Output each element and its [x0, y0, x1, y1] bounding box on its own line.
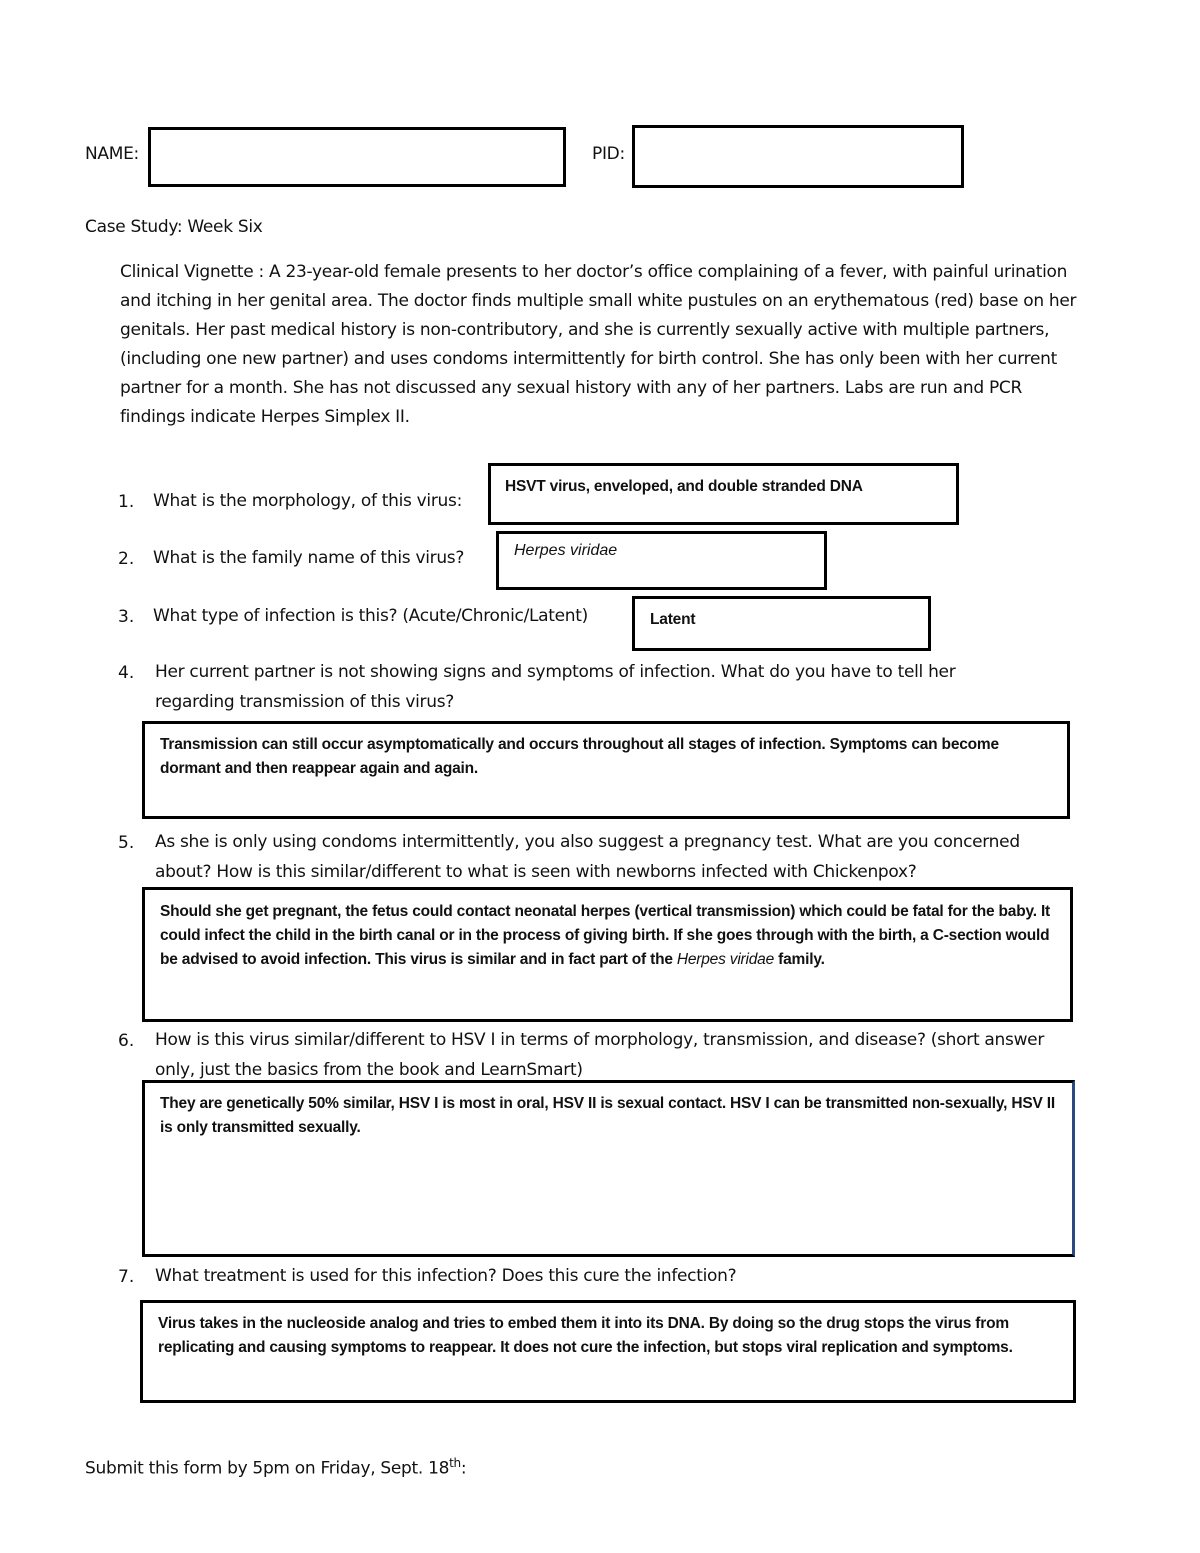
question-6-text: How is this virus similar/different to HSV I in terms of morphology, transmission, and disease? (short answer only, just the basics from the book and LearnSmart): [155, 1030, 1045, 1080]
answer-5-suffix: family.: [778, 951, 825, 968]
answer-1-box[interactable]: [488, 463, 959, 525]
question-3-text: What type of infection is this? (Acute/Chronic/Latent): [153, 606, 588, 626]
answer-5-italic: Herpes viridae: [676, 951, 775, 968]
question-1-number: 1.: [118, 492, 135, 512]
question-3-number: 3.: [118, 607, 135, 627]
question-5-number: 5.: [118, 833, 135, 853]
question-4-text: Her current partner is not showing signs and symptoms of infection. What do you have to tell her regarding transmission of this virus?: [155, 662, 956, 712]
answer-4-box[interactable]: [142, 721, 1070, 819]
question-2-number: 2.: [118, 549, 135, 569]
question-5-text: As she is only using condoms intermittently, you also suggest a pregnancy test. What are you concerned about? How is this similar/different to what is seen with newborns infected with Chickenpox?: [155, 832, 1020, 882]
question-2-text: What is the family name of this virus?: [153, 548, 465, 568]
submit-text: Submit this form by 5pm on Friday, Sept. 18: [85, 1458, 450, 1479]
question-6-number: 6.: [118, 1031, 135, 1051]
answer-2-box[interactable]: [496, 531, 827, 590]
submit-suffix: :: [460, 1458, 467, 1479]
answer-3-box[interactable]: [632, 596, 931, 651]
answer-4-text: Transmission can still occur asymptomatically and occurs throughout all stages of infection. Symptoms can become dormant and then reappear again and again.: [160, 736, 999, 777]
submit-instructions: [85, 1456, 466, 1479]
answer-7-box[interactable]: [140, 1300, 1076, 1403]
answer-2-text: Herpes viridae: [514, 542, 618, 559]
answer-6-box[interactable]: [142, 1080, 1075, 1257]
question-4-number: 4.: [118, 663, 135, 683]
question-7-number: 7.: [118, 1267, 135, 1287]
answer-7-text: Virus takes in the nucleoside analog and tries to embed them it into its DNA. By doing so the drug stops the virus from replicating and causing symptoms to reappear. It does not cure the infection, but stops viral replication and symptoms.: [158, 1315, 1013, 1356]
answer-1-text: HSVT virus, enveloped, and double stranded DNA: [505, 478, 863, 495]
name-field[interactable]: [148, 127, 566, 187]
case-study-title: Case Study: Week Six: [85, 217, 263, 237]
submit-sup: th: [449, 1456, 461, 1470]
answer-3-text: Latent: [650, 611, 696, 628]
question-1-text: What is the morphology, of this virus:: [153, 491, 463, 511]
pid-field[interactable]: [632, 125, 964, 188]
answer-5-text: Should she get pregnant, the fetus could contact neonatal herpes (vertical transmission) which could be fatal for the baby. It could infect the child in the birth canal or in the process of giving birth. If she goes through with the birth, a C-section would be advised to avoid infection. This virus is similar and in fact part of the: [160, 903, 1051, 968]
answer-6-text: They are genetically 50% similar, HSV I is most in oral, HSV II is sexual contact. HSV I can be transmitted non-sexually, HSV II is only transmitted sexually.: [160, 1095, 1055, 1136]
pid-label: PID:: [592, 144, 625, 164]
clinical-vignette: Clinical Vignette : A 23-year-old female presents to her doctor’s office complaining of a fever, with painful urination and itching in her genital area. The doctor finds multiple small white pustules on an erythematous (red) base on her genitals. Her past medical history is non-contributory, and she is currently sexually active with multiple partners, (including one new partner) and uses condoms intermittently for birth control. She has only been with her current partner for a month. She has not discussed any sexual history with any of her partners. Labs are run and PCR findings indicate Herpes Simplex II.: [120, 262, 1077, 427]
answer-5-box[interactable]: [142, 887, 1073, 1022]
name-label: NAME:: [85, 144, 139, 164]
question-7-text: What treatment is used for this infection? Does this cure the infection?: [155, 1266, 737, 1286]
